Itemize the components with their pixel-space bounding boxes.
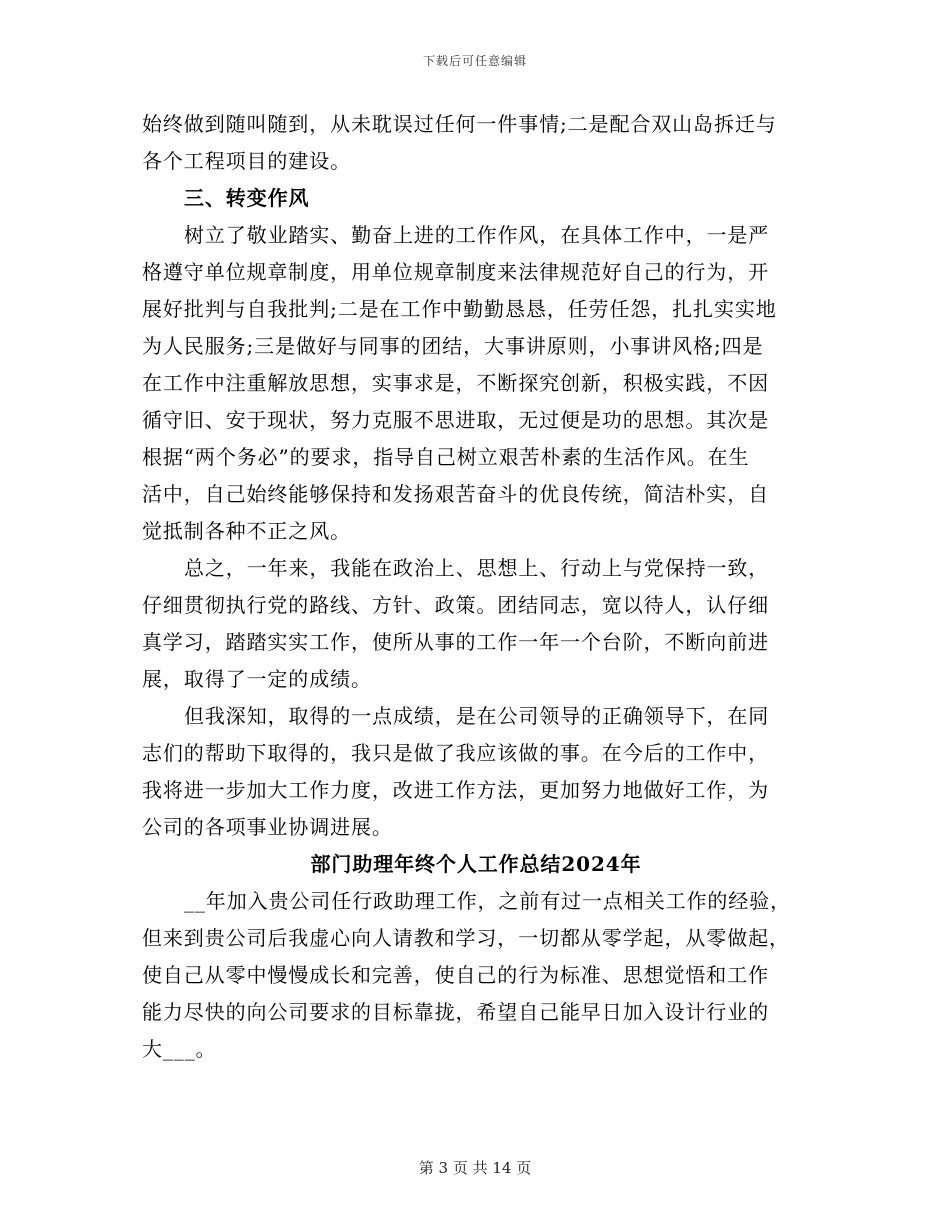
text-line: 各个工程项目的建设。: [142, 149, 351, 173]
text-line: 真学习，踏踏实实工作，使所从事的工作一年一个台阶，不断向前进: [142, 630, 769, 654]
text-line: 为人民服务;三是做好与同事的团结，大事讲原则，小事讲风格;四是: [142, 334, 764, 358]
page-header-note: 下载后可任意编辑: [422, 54, 527, 68]
text-line: 大___。: [142, 1037, 217, 1061]
text-line: 根据“两个务必”的要求，指导自己树立艰苦朴素的生活作风。在生: [142, 445, 750, 469]
section-heading: 三、转变作风: [184, 186, 310, 210]
text-line: 树立了敬业踏实、勤奋上进的工作作风，在具体工作中，一是严: [184, 223, 770, 247]
text-line: 在工作中注重解放思想，实事求是，不断探究创新，积极实践，不因: [142, 371, 769, 395]
text-line: 但我深知，取得的一点成绩，是在公司领导的正确领导下，在同: [184, 704, 770, 728]
text-line: 志们的帮助下取得的，我只是做了我应该做的事。在今后的工作中，: [142, 741, 769, 765]
text-line: 仔细贯彻执行党的路线、方针、政策。团结同志，宽以待人，认仔细: [142, 593, 769, 617]
text-line: 展，取得了一定的成绩。: [142, 667, 372, 691]
section-title: 部门助理年终个人工作总结2024年: [310, 852, 642, 876]
text-line: 始终做到随叫随到，从未耽误过任何一件事情;二是配合双山岛拆迁与: [142, 112, 777, 136]
text-line: 但来到贵公司后我虚心向人请教和学习，一切都从零学起，从零做起，: [142, 926, 790, 950]
text-line: 我将进一步加大工作力度，改进工作方法，更加努力地做好工作，为: [142, 778, 769, 802]
document-body: [142, 106, 810, 1068]
text-line: 格遵守单位规章制度，用单位规章制度来法律规范好自己的行为，开: [142, 260, 769, 284]
text-line: 觉抵制各种不正之风。: [142, 519, 351, 543]
text-line: 活中，自己始终能够保持和发扬艰苦奋斗的优良传统，简洁朴实，自: [142, 482, 769, 506]
text-line: __年加入贵公司任行政助理工作，之前有过一点相关工作的经验，: [184, 889, 791, 913]
page-number: 第 3 页 共 14 页: [418, 1159, 532, 1177]
text-line: 公司的各项事业协调进展。: [142, 815, 393, 839]
text-line: 能力尽快的向公司要求的目标靠拢，希望自己能早日加入设计行业的: [142, 1000, 769, 1024]
text-line: 循守旧、安于现状，努力克服不思进取，无过便是功的思想。其次是: [142, 408, 769, 432]
text-line: 展好批判与自我批判;二是在工作中勤勤恳恳，任劳任怨，扎扎实实地: [142, 297, 777, 321]
text-line: 总之，一年来，我能在政治上、思想上、行动上与党保持一致，: [184, 556, 770, 580]
text-line: 使自己从零中慢慢成长和完善，使自己的行为标准、思想觉悟和工作: [142, 963, 769, 987]
